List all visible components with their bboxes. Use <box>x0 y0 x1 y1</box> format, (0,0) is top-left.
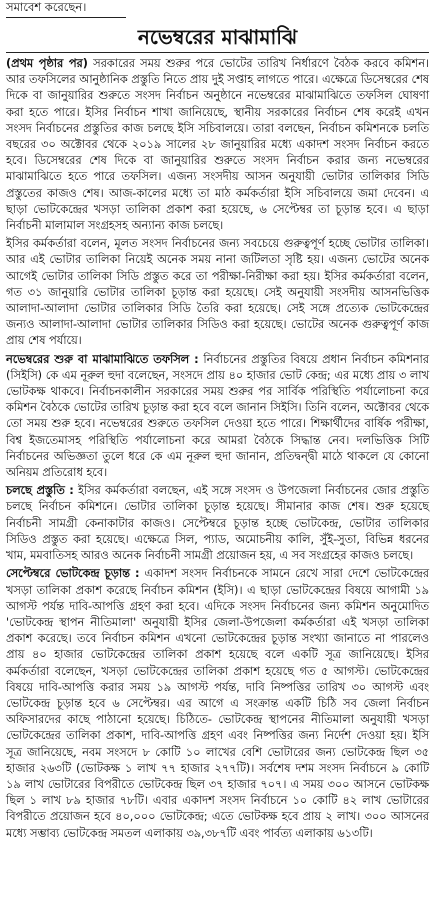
paragraph-text: একাদশ সংসদ নির্বাচনকে সামনে রেখে সারা দেশে ভোটকেন্দ্রের খসড়া তালিকা প্রকাশ করেছে নির্বাচন কমিশন (ইসি)। এ ছাড়া ভোটকেন্দ্রের বিষয়ে আগামী ১৯ আগস্ট পর্যন্ত দাবি-আপত্তি গ্রহণ করা হবে। এদিকে সংসদ নির্বাচনের জন্য কমিশন অনুমোদিত 'ভোটকেন্দ্র স্থাপন নীতিমালা' অনুযায়ী ইসির জেলা-উপজেলা কর্মকর্তারা এই খসড়া তালিকা প্রকাশ করেছে। তবে নির্বাচন কমিশন এখনো ভোটকেন্দ্রের চূড়ান্ত সংখ্যা জানাতে না পারলেও প্রায় ৪০ হাজার ভোটকেন্দ্রের তালিকা প্রকাশ হয়েছে বলে একটি সূত্র জানিয়েছে। ইসির কর্মকর্তারা বলেছেন, খসড়া ভোটকেন্দ্রের তালিকা প্রকাশ হয়েছে গত ৫ আগস্ট। ভোটকেন্দ্রের বিষয়ে দাবি-আপত্তি করার সময় ১৯ আগস্ট পর্যন্ত, দাবি নিষ্পত্তির তারিখ ৩০ আগস্ট এবং ভোটকেন্দ্র চূড়ান্ত হবে ৬ সেপ্টেম্বর। এর আগে এ সংক্রান্ত একটি চিঠি সব জেলা নির্বাচন অফিসারদের কাছে পাঠানো হয়েছে। চিঠিতে- ভোটকেন্দ্র স্থাপনের নীতিমালা অনুযায়ী খসড়া ভোটকেন্দ্রের তালিকা প্রকাশ, দাবি-আপত্তি গ্রহণ এবং নিষ্পত্তির জন্য নির্দেশ দেওয়া হয়। ইসি সূত্র জানিয়েছে, নবম সংসদে ৮ কোটি ১০ লাখের বেশি ভোটারের জন্য ভোটকেন্দ্র ছিল ৩৫ হাজার ২৬৩টি (ভোটকক্ষ ১ লাখ ৭৭ হাজার ২৭৭টি)। সর্বশেষ দশম সংসদ নির্বাচনে ৯ কোটি ১৯ লাখ ভোটারের বিপরীতে ভোটকেন্দ্র ছিল ৩৭ হাজার ৭০৭। এ সময় ৩০০ আসনে ভোটকক্ষ ছিল ১ লাখ ৮৯ হাজার ৭৮টি। এবার একাদশ সংসদ নির্বাচনে ১০ কোটি ৪২ লাখ ভোটারের বিপরীতে প্রয়োজন হবে ৪০,০০০ ভোটকেন্দ্র; এতে ভোটকক্ষ হবে প্রায় ২ লাখ। ৩০০ আসনের মধ্যে সম্ভাব্য ভোটকেন্দ্র সমতল এলাকায় ৩৯,৩৮৭টি এবং পার্বত্য এলাকায় ৬১৩টি। <box>6 567 429 840</box>
article-paragraph-4 <box>6 483 429 564</box>
article-paragraph-1 <box>6 56 429 234</box>
paragraph-lead: (প্রথম পৃষ্ঠার পর) <box>6 57 88 70</box>
paragraph-text: ইসির কর্মকর্তারা বলেন, মূলত সংসদ নির্বাচনের জন্য সবচেয়ে গুরুত্বপূর্ণ হচ্ছে ভোটার তালিকা। আর এই ভোটার তালিকা নিয়েই অনেক সময় নানা জটিলতা সৃষ্টি হয়। এজন্য ভোটের অনেক আগেই ভোটার তালিকা সিডি প্রস্তুত করে তা পরীক্ষা-নিরীক্ষা করা হয়। ইসির কর্মকর্তারা বলেন, গত ৩১ জানুয়ারি ভোটার তালিকা চূড়ান্ত করা হয়েছে। সেই অনুযায়ী সংসদীয় আসনভিত্তিক আলাদা-আলাদা ভোটার তালিকার সিডি তৈরি করা হয়েছে। সেই সঙ্গে প্রত্যেক ভোটকেন্দ্রের জন্যও আলাদা-আলাদা ভোটার তালিকার সিডিও করা হয়েছে। ভোটের অনেক গুরুত্বপূর্ণ কাজ প্রায় শেষ পর্যায়ে। <box>6 237 429 348</box>
paragraph-subheading: সেপ্টেম্বরে ভোটকেন্দ্র চূড়ান্ত : <box>6 567 140 581</box>
previous-article-tail: সমাবেশ করেছেন। <box>6 0 126 18</box>
article-paragraph-5 <box>6 566 429 841</box>
paragraph-text: ইসির কর্মকর্তারা বলছেন, এই সঙ্গে সংসদ ও উপজেলা নির্বাচনের জোর প্রস্তুতি চলছে নির্বাচন কমিশনে। ভোটার তালিকা চূড়ান্ত হয়েছে। সীমানার কাজ শেষ। শুরু হয়েছে নির্বাচনী সামগ্রী কেনাকাটার কাজও। সেপ্টেম্বরে চূড়ান্ত হচ্ছে ভোটকেন্দ্র, ভোটার তালিকার সিডিও প্রস্তুত করা হয়েছে। এক্ষেত্রে সিল, প্যাড, অমোচনীয় কালি, সুঁই-সুতা, বিভিন্ন ধরনের খাম, মমবাতিসহ আরও অনেক নির্বাচনী সামগ্রী প্রয়োজন হয়, এ সব সংগ্রহের কাজও চলছে। <box>6 484 429 563</box>
article-headline: নভেম্বরের মাঝামাঝি <box>137 25 298 49</box>
paragraph-subheading: চলছে প্রস্তুতি : <box>6 484 74 498</box>
paragraph-text: নির্বাচনের প্রস্তুতির বিষয়ে প্রধান নির্বাচন কমিশনার (সিইসি) কে এম নূরুল হুদা বলেছেন, সংসদে প্রায় ৪০ হাজার ভোট কেন্দ্র; এর মধ্যে প্রায় ৩ লাখ ভোটকক্ষ থাকবে। নির্বাচনকালীন সরকারের সময় শুরুর পর সার্বিক পরিস্থিতি পর্যালোচনা করে কমিশন বৈঠকে ভোটের তারিখ চূড়ান্ত করা হবে বলে জানান সিইসি। তিনি বলেন, অক্টোবর থেকে তো সময় শুরু হবে। নভেম্বরের শুরুতে তফসিল দেওয়া হতে পারে। শিক্ষার্থীদের বার্ষিক পরীক্ষা, বিশ্ব ইজতেমাসহ পরিস্থিতি পর্যালোচনা করে আমরা বৈঠকে সিদ্ধান্ত নেব। দলভিত্তিক সিটি নির্বাচনের অভিজ্ঞতা তুলে ধরে কে এম নূরুল হুদা জানান, প্রতিদ্বন্দ্বী মাঠে থাকলে যে কোনো অনিয়ম প্রতিরোধ হবে। <box>6 352 429 480</box>
paragraph-text: সরকারের সময় শুরুর পরে ভোটের তারিখ নির্ধারণে বৈঠক করবে কমিশন। আর তফসিলের আনুষ্ঠানিক প্রস্তুতি নিতে প্রায় দুই সপ্তাহ লাগতে পারে। এক্ষেত্রে ডিসেম্বরের শেষ দিকে বা জানুয়ারির শুরুতে সংসদ নির্বাচন অনুষ্ঠানে নভেম্বরের মাঝামাঝিতে তফসিল ঘোষণা করা হতে পারে। ইসির নির্বাচন শাখা জানিয়েছে, স্থানীয় সরকারের নির্বাচন শেষ করেই এখন সংসদ নির্বাচনের প্রস্তুতির কাজ চলছে ইসি সচিবালয়ে। তারা বলছেন, নির্বাচন কমিশনকে চলতি বছরের ৩০ অক্টোবর থেকে ২০১৯ সালের ২৮ জানুয়ারির মধ্যে একাদশ সংসদ নির্বাচন করতে হবে। ডিসেম্বরের শেষ দিকে বা জানুয়ারির শুরুতে সংসদ নির্বাচন করার জন্য নভেম্বরের মাঝামাঝিতে হতে পারে তফসিল। এজন্য সংসদীয় আসন অনুযায়ী ভোটার তালিকার সিডি প্রস্তুতের কাজও শেষ। আজ-কালের মধ্যে তা মাঠ কর্মকর্তারা ইসি সচিবালয়ে জমা দেবেন। এ ছাড়া ভোটকেন্দ্রের খসড়া তালিকা প্রকাশ করা হয়েছে, ৬ সেপ্টেম্বর তা চূড়ান্ত হবে। এ ছাড়া নির্বাচনী মালামাল সংগ্রহসহ অন্যান্য কাজ চলছে। <box>6 57 429 233</box>
headline-rule <box>6 52 429 53</box>
article-paragraph-2 <box>6 236 429 349</box>
article-paragraph-3 <box>6 352 429 482</box>
paragraph-subheading: নভেম্বরের শুরু বা মাঝামাঝিতে তফসিল : <box>6 352 199 366</box>
